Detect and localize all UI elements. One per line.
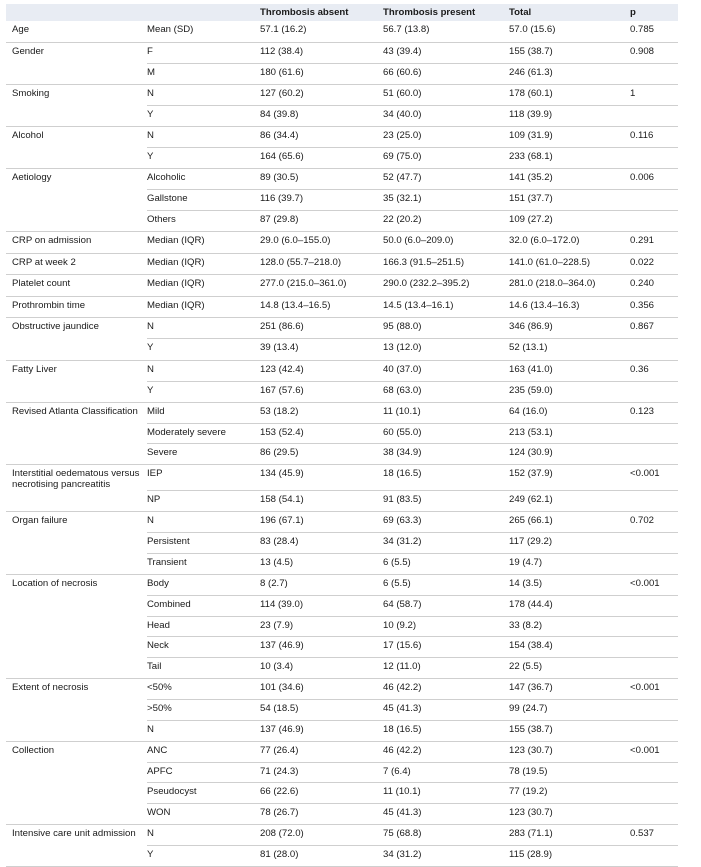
total-cell: 52 (13.1) — [509, 339, 630, 360]
header-thrombosis-present: Thrombosis present — [383, 4, 509, 21]
total-cell: 155 (38.7) — [509, 720, 630, 741]
thrombosis-absent-cell: 77 (26.4) — [260, 741, 383, 762]
thrombosis-absent-cell: 39 (13.4) — [260, 339, 383, 360]
thrombosis-present-cell: 6 (5.5) — [383, 574, 509, 595]
total-cell: 152 (37.9) — [509, 465, 630, 491]
total-cell: 233 (68.1) — [509, 148, 630, 169]
thrombosis-present-cell: 6 (5.5) — [383, 553, 509, 574]
thrombosis-table — [6, 4, 678, 867]
category-cell: Body — [147, 574, 260, 595]
thrombosis-absent-cell: 29.0 (6.0–155.0) — [260, 231, 383, 253]
total-cell: 99 (24.7) — [509, 699, 630, 720]
total-cell: 123 (30.7) — [509, 803, 630, 824]
p-value-cell — [630, 444, 678, 465]
p-value-cell: <0.001 — [630, 741, 678, 762]
thrombosis-absent-cell: 78 (26.7) — [260, 803, 383, 824]
total-cell: 283 (71.1) — [509, 824, 630, 845]
variable-cell: Intensive care unit admission — [12, 827, 136, 839]
total-cell: 213 (53.1) — [509, 423, 630, 444]
category-cell: N — [147, 318, 260, 339]
thrombosis-absent-cell: 208 (72.0) — [260, 824, 383, 845]
table-row — [6, 465, 678, 491]
thrombosis-present-cell: 34 (31.2) — [383, 846, 509, 867]
p-value-cell: <0.001 — [630, 678, 678, 699]
thrombosis-present-cell: 18 (16.5) — [383, 720, 509, 741]
thrombosis-present-cell: 45 (41.3) — [383, 699, 509, 720]
category-cell: Head — [147, 616, 260, 637]
p-value-cell: <0.001 — [630, 574, 678, 595]
thrombosis-present-cell: 45 (41.3) — [383, 803, 509, 824]
table-row — [6, 720, 678, 741]
variable-cell — [6, 553, 147, 574]
table-row — [6, 423, 678, 444]
thrombosis-absent-cell: 23 (7.9) — [260, 616, 383, 637]
thrombosis-absent-cell: 83 (28.4) — [260, 533, 383, 554]
thrombosis-present-cell: 35 (32.1) — [383, 190, 509, 211]
p-value-cell — [630, 490, 678, 511]
thrombosis-present-cell: 22 (20.2) — [383, 210, 509, 231]
thrombosis-absent-cell: 13 (4.5) — [260, 553, 383, 574]
variable-cell: Organ failure — [12, 515, 68, 527]
variable-cell — [6, 803, 147, 824]
category-cell: Y — [147, 846, 260, 867]
variable-cell — [6, 210, 147, 231]
thrombosis-present-cell: 40 (37.0) — [383, 360, 509, 381]
thrombosis-absent-cell: 84 (39.8) — [260, 105, 383, 126]
p-value-cell: 0.36 — [630, 360, 678, 381]
p-value-cell — [630, 699, 678, 720]
p-value-cell — [630, 783, 678, 804]
thrombosis-present-cell: 56.7 (13.8) — [383, 21, 509, 42]
variable-cell: Revised Atlanta Classification — [12, 405, 138, 417]
thrombosis-absent-cell: 86 (29.5) — [260, 444, 383, 465]
thrombosis-absent-cell: 137 (46.9) — [260, 720, 383, 741]
thrombosis-absent-cell: 14.8 (13.4–16.5) — [260, 296, 383, 318]
variable-cell: Gender — [12, 45, 44, 57]
table-row — [6, 512, 678, 533]
table-row — [6, 741, 678, 762]
total-cell: 141.0 (61.0–228.5) — [509, 253, 630, 275]
table-row — [6, 105, 678, 126]
category-cell: Y — [147, 148, 260, 169]
category-cell: Neck — [147, 637, 260, 658]
p-value-cell — [630, 803, 678, 824]
variable-cell — [6, 490, 147, 511]
total-cell: 32.0 (6.0–172.0) — [509, 231, 630, 253]
total-cell: 346 (86.9) — [509, 318, 630, 339]
table-row — [6, 42, 678, 63]
p-value-cell — [630, 381, 678, 402]
thrombosis-present-cell: 17 (15.6) — [383, 637, 509, 658]
p-value-cell: 0.908 — [630, 42, 678, 63]
thrombosis-present-cell: 69 (75.0) — [383, 148, 509, 169]
category-cell: <50% — [147, 678, 260, 699]
thrombosis-present-cell: 12 (11.0) — [383, 657, 509, 678]
thrombosis-present-cell: 64 (58.7) — [383, 595, 509, 616]
thrombosis-absent-cell: 112 (38.4) — [260, 42, 383, 63]
total-cell: 109 (27.2) — [509, 210, 630, 231]
total-cell: 19 (4.7) — [509, 553, 630, 574]
thrombosis-present-cell: 10 (9.2) — [383, 616, 509, 637]
variable-cell — [6, 105, 147, 126]
table-row — [6, 595, 678, 616]
header-p-value: p — [630, 4, 678, 21]
total-cell: 117 (29.2) — [509, 533, 630, 554]
variable-cell: CRP at week 2 — [6, 253, 147, 275]
thrombosis-absent-cell: 54 (18.5) — [260, 699, 383, 720]
category-cell: NP — [147, 490, 260, 511]
variable-cell: Smoking — [12, 87, 50, 99]
variable-cell: Aetiology — [12, 172, 52, 184]
category-cell: Persistent — [147, 533, 260, 554]
category-cell: N — [147, 360, 260, 381]
thrombosis-absent-cell: 53 (18.2) — [260, 402, 383, 423]
variable-cell: Alcohol — [12, 129, 44, 141]
total-cell: 151 (37.7) — [509, 190, 630, 211]
total-cell: 155 (38.7) — [509, 42, 630, 63]
p-value-cell: 0.006 — [630, 169, 678, 190]
thrombosis-present-cell: 68 (63.0) — [383, 381, 509, 402]
thrombosis-absent-cell: 101 (34.6) — [260, 678, 383, 699]
variable-cell: Prothrombin time — [6, 296, 147, 318]
table-row — [6, 490, 678, 511]
thrombosis-present-cell: 23 (25.0) — [383, 126, 509, 147]
thrombosis-present-cell: 34 (31.2) — [383, 533, 509, 554]
table-row — [6, 84, 678, 105]
thrombosis-present-cell: 11 (10.1) — [383, 783, 509, 804]
p-value-cell — [630, 657, 678, 678]
category-cell: Gallstone — [147, 190, 260, 211]
thrombosis-absent-cell: 57.1 (16.2) — [260, 21, 383, 42]
p-value-cell — [630, 595, 678, 616]
p-value-cell — [630, 105, 678, 126]
total-cell: 14.6 (13.4–16.3) — [509, 296, 630, 318]
category-cell: Alcoholic — [147, 169, 260, 190]
p-value-cell — [630, 533, 678, 554]
category-cell: Median (IQR) — [147, 296, 260, 318]
variable-cell — [6, 381, 147, 402]
thrombosis-absent-cell: 66 (22.6) — [260, 783, 383, 804]
variable-cell — [6, 63, 147, 84]
category-cell: Median (IQR) — [147, 275, 260, 297]
thrombosis-absent-cell: 251 (86.6) — [260, 318, 383, 339]
header-thrombosis-absent: Thrombosis absent — [260, 4, 383, 21]
thrombosis-present-cell: 60 (55.0) — [383, 423, 509, 444]
variable-cell: Platelet count — [6, 275, 147, 297]
total-cell: 123 (30.7) — [509, 741, 630, 762]
thrombosis-absent-cell: 8 (2.7) — [260, 574, 383, 595]
p-value-cell: <0.001 — [630, 465, 678, 491]
variable-cell — [6, 148, 147, 169]
thrombosis-absent-cell: 116 (39.7) — [260, 190, 383, 211]
total-cell: 265 (66.1) — [509, 512, 630, 533]
category-cell: N — [147, 720, 260, 741]
category-cell: Mean (SD) — [147, 21, 260, 42]
p-value-cell — [630, 210, 678, 231]
p-value-cell: 0.291 — [630, 231, 678, 253]
category-cell: Mild — [147, 402, 260, 423]
category-cell: Others — [147, 210, 260, 231]
table-row — [6, 444, 678, 465]
table-row — [6, 21, 678, 42]
table-row — [6, 824, 678, 845]
thrombosis-absent-cell: 134 (45.9) — [260, 465, 383, 491]
thrombosis-absent-cell: 196 (67.1) — [260, 512, 383, 533]
p-value-cell: 0.022 — [630, 253, 678, 275]
p-value-cell: 0.356 — [630, 296, 678, 318]
table-row — [6, 253, 678, 275]
table-row — [6, 318, 678, 339]
table-row — [6, 637, 678, 658]
category-cell: >50% — [147, 699, 260, 720]
variable-cell — [6, 444, 147, 465]
thrombosis-present-cell: 46 (42.2) — [383, 741, 509, 762]
variable-cell: Obstructive jaundice — [12, 321, 99, 333]
category-cell: Combined — [147, 595, 260, 616]
variable-cell — [6, 637, 147, 658]
category-cell: IEP — [147, 465, 260, 491]
total-cell: 78 (19.5) — [509, 762, 630, 783]
header-category — [147, 4, 260, 21]
table-row — [6, 783, 678, 804]
variable-cell — [6, 616, 147, 637]
thrombosis-present-cell: 166.3 (91.5–251.5) — [383, 253, 509, 275]
total-cell: 281.0 (218.0–364.0) — [509, 275, 630, 297]
table-row — [6, 169, 678, 190]
table-row — [6, 657, 678, 678]
header-total: Total — [509, 4, 630, 21]
variable-cell: Collection — [12, 744, 55, 756]
category-cell: Median (IQR) — [147, 231, 260, 253]
table-header-row — [6, 4, 678, 21]
total-cell: 178 (60.1) — [509, 84, 630, 105]
total-cell: 14 (3.5) — [509, 574, 630, 595]
category-cell: WON — [147, 803, 260, 824]
variable-cell — [6, 720, 147, 741]
variable-cell: Interstitial oedematous versus necrotising pancreatitis — [12, 468, 140, 491]
total-cell: 77 (19.2) — [509, 783, 630, 804]
p-value-cell — [630, 762, 678, 783]
p-value-cell — [630, 637, 678, 658]
variable-cell — [6, 762, 147, 783]
variable-cell: CRP on admission — [6, 231, 147, 253]
p-value-cell — [630, 339, 678, 360]
variable-cell — [6, 595, 147, 616]
table-row — [6, 231, 678, 253]
category-cell: Y — [147, 339, 260, 360]
table-row — [6, 803, 678, 824]
thrombosis-present-cell: 50.0 (6.0–209.0) — [383, 231, 509, 253]
table-row — [6, 126, 678, 147]
total-cell: 235 (59.0) — [509, 381, 630, 402]
total-cell: 57.0 (15.6) — [509, 21, 630, 42]
table-row — [6, 402, 678, 423]
thrombosis-absent-cell: 164 (65.6) — [260, 148, 383, 169]
thrombosis-present-cell: 75 (68.8) — [383, 824, 509, 845]
header-variable — [6, 4, 147, 21]
thrombosis-present-cell: 38 (34.9) — [383, 444, 509, 465]
table-row — [6, 275, 678, 297]
variable-cell — [6, 339, 147, 360]
table-row — [6, 339, 678, 360]
p-value-cell — [630, 190, 678, 211]
thrombosis-absent-cell: 123 (42.4) — [260, 360, 383, 381]
variable-cell: Fatty Liver — [12, 363, 57, 375]
thrombosis-absent-cell: 127 (60.2) — [260, 84, 383, 105]
table-row — [6, 148, 678, 169]
table-row — [6, 616, 678, 637]
category-cell: Transient — [147, 553, 260, 574]
p-value-cell: 0.785 — [630, 21, 678, 42]
variable-cell: Age — [6, 21, 147, 42]
thrombosis-present-cell: 43 (39.4) — [383, 42, 509, 63]
thrombosis-present-cell: 52 (47.7) — [383, 169, 509, 190]
thrombosis-present-cell: 46 (42.2) — [383, 678, 509, 699]
category-cell: Y — [147, 381, 260, 402]
category-cell: Tail — [147, 657, 260, 678]
total-cell: 147 (36.7) — [509, 678, 630, 699]
table-row — [6, 574, 678, 595]
thrombosis-present-cell: 51 (60.0) — [383, 84, 509, 105]
total-cell: 178 (44.4) — [509, 595, 630, 616]
table-row — [6, 210, 678, 231]
p-value-cell: 0.867 — [630, 318, 678, 339]
table-row — [6, 63, 678, 84]
variable-cell — [6, 783, 147, 804]
variable-cell — [6, 657, 147, 678]
category-cell: N — [147, 824, 260, 845]
p-value-cell — [630, 846, 678, 867]
category-cell: N — [147, 126, 260, 147]
category-cell: Y — [147, 105, 260, 126]
total-cell: 118 (39.9) — [509, 105, 630, 126]
thrombosis-present-cell: 91 (83.5) — [383, 490, 509, 511]
total-cell: 154 (38.4) — [509, 637, 630, 658]
thrombosis-absent-cell: 71 (24.3) — [260, 762, 383, 783]
total-cell: 124 (30.9) — [509, 444, 630, 465]
category-cell: Median (IQR) — [147, 253, 260, 275]
p-value-cell — [630, 423, 678, 444]
variable-cell — [6, 846, 147, 867]
variable-cell — [6, 190, 147, 211]
thrombosis-present-cell: 69 (63.3) — [383, 512, 509, 533]
thrombosis-present-cell: 290.0 (232.2–395.2) — [383, 275, 509, 297]
category-cell: Pseudocyst — [147, 783, 260, 804]
total-cell: 115 (28.9) — [509, 846, 630, 867]
total-cell: 64 (16.0) — [509, 402, 630, 423]
category-cell: M — [147, 63, 260, 84]
thrombosis-absent-cell: 153 (52.4) — [260, 423, 383, 444]
thrombosis-absent-cell: 81 (28.0) — [260, 846, 383, 867]
table-row — [6, 381, 678, 402]
thrombosis-absent-cell: 114 (39.0) — [260, 595, 383, 616]
thrombosis-absent-cell: 86 (34.4) — [260, 126, 383, 147]
p-value-cell: 1 — [630, 84, 678, 105]
total-cell: 33 (8.2) — [509, 616, 630, 637]
thrombosis-present-cell: 34 (40.0) — [383, 105, 509, 126]
p-value-cell — [630, 63, 678, 84]
table-row — [6, 553, 678, 574]
variable-cell — [6, 423, 147, 444]
category-cell: N — [147, 512, 260, 533]
category-cell: APFC — [147, 762, 260, 783]
table-row — [6, 533, 678, 554]
p-value-cell — [630, 148, 678, 169]
p-value-cell — [630, 720, 678, 741]
thrombosis-present-cell: 11 (10.1) — [383, 402, 509, 423]
total-cell: 22 (5.5) — [509, 657, 630, 678]
variable-cell: Extent of necrosis — [12, 681, 89, 693]
p-value-cell: 0.123 — [630, 402, 678, 423]
p-value-cell: 0.702 — [630, 512, 678, 533]
total-cell: 246 (61.3) — [509, 63, 630, 84]
table-row — [6, 190, 678, 211]
table-row — [6, 678, 678, 699]
p-value-cell — [630, 616, 678, 637]
variable-cell — [6, 533, 147, 554]
thrombosis-present-cell: 7 (6.4) — [383, 762, 509, 783]
thrombosis-present-cell: 66 (60.6) — [383, 63, 509, 84]
p-value-cell — [630, 553, 678, 574]
thrombosis-absent-cell: 277.0 (215.0–361.0) — [260, 275, 383, 297]
thrombosis-absent-cell: 158 (54.1) — [260, 490, 383, 511]
table-row — [6, 699, 678, 720]
category-cell: ANC — [147, 741, 260, 762]
thrombosis-absent-cell: 128.0 (55.7–218.0) — [260, 253, 383, 275]
category-cell: F — [147, 42, 260, 63]
thrombosis-absent-cell: 167 (57.6) — [260, 381, 383, 402]
table-row — [6, 846, 678, 867]
variable-cell: Location of necrosis — [12, 577, 98, 589]
category-cell: Severe — [147, 444, 260, 465]
thrombosis-absent-cell: 89 (30.5) — [260, 169, 383, 190]
thrombosis-absent-cell: 10 (3.4) — [260, 657, 383, 678]
p-value-cell: 0.537 — [630, 824, 678, 845]
category-cell: N — [147, 84, 260, 105]
thrombosis-present-cell: 95 (88.0) — [383, 318, 509, 339]
total-cell: 163 (41.0) — [509, 360, 630, 381]
category-cell: Moderately severe — [147, 423, 260, 444]
total-cell: 109 (31.9) — [509, 126, 630, 147]
thrombosis-present-cell: 13 (12.0) — [383, 339, 509, 360]
p-value-cell: 0.116 — [630, 126, 678, 147]
variable-cell — [6, 699, 147, 720]
total-cell: 249 (62.1) — [509, 490, 630, 511]
table-row — [6, 360, 678, 381]
thrombosis-absent-cell: 87 (29.8) — [260, 210, 383, 231]
thrombosis-present-cell: 18 (16.5) — [383, 465, 509, 491]
thrombosis-present-cell: 14.5 (13.4–16.1) — [383, 296, 509, 318]
thrombosis-absent-cell: 137 (46.9) — [260, 637, 383, 658]
p-value-cell: 0.240 — [630, 275, 678, 297]
thrombosis-absent-cell: 180 (61.6) — [260, 63, 383, 84]
total-cell: 141 (35.2) — [509, 169, 630, 190]
table-row — [6, 762, 678, 783]
table-row — [6, 296, 678, 318]
